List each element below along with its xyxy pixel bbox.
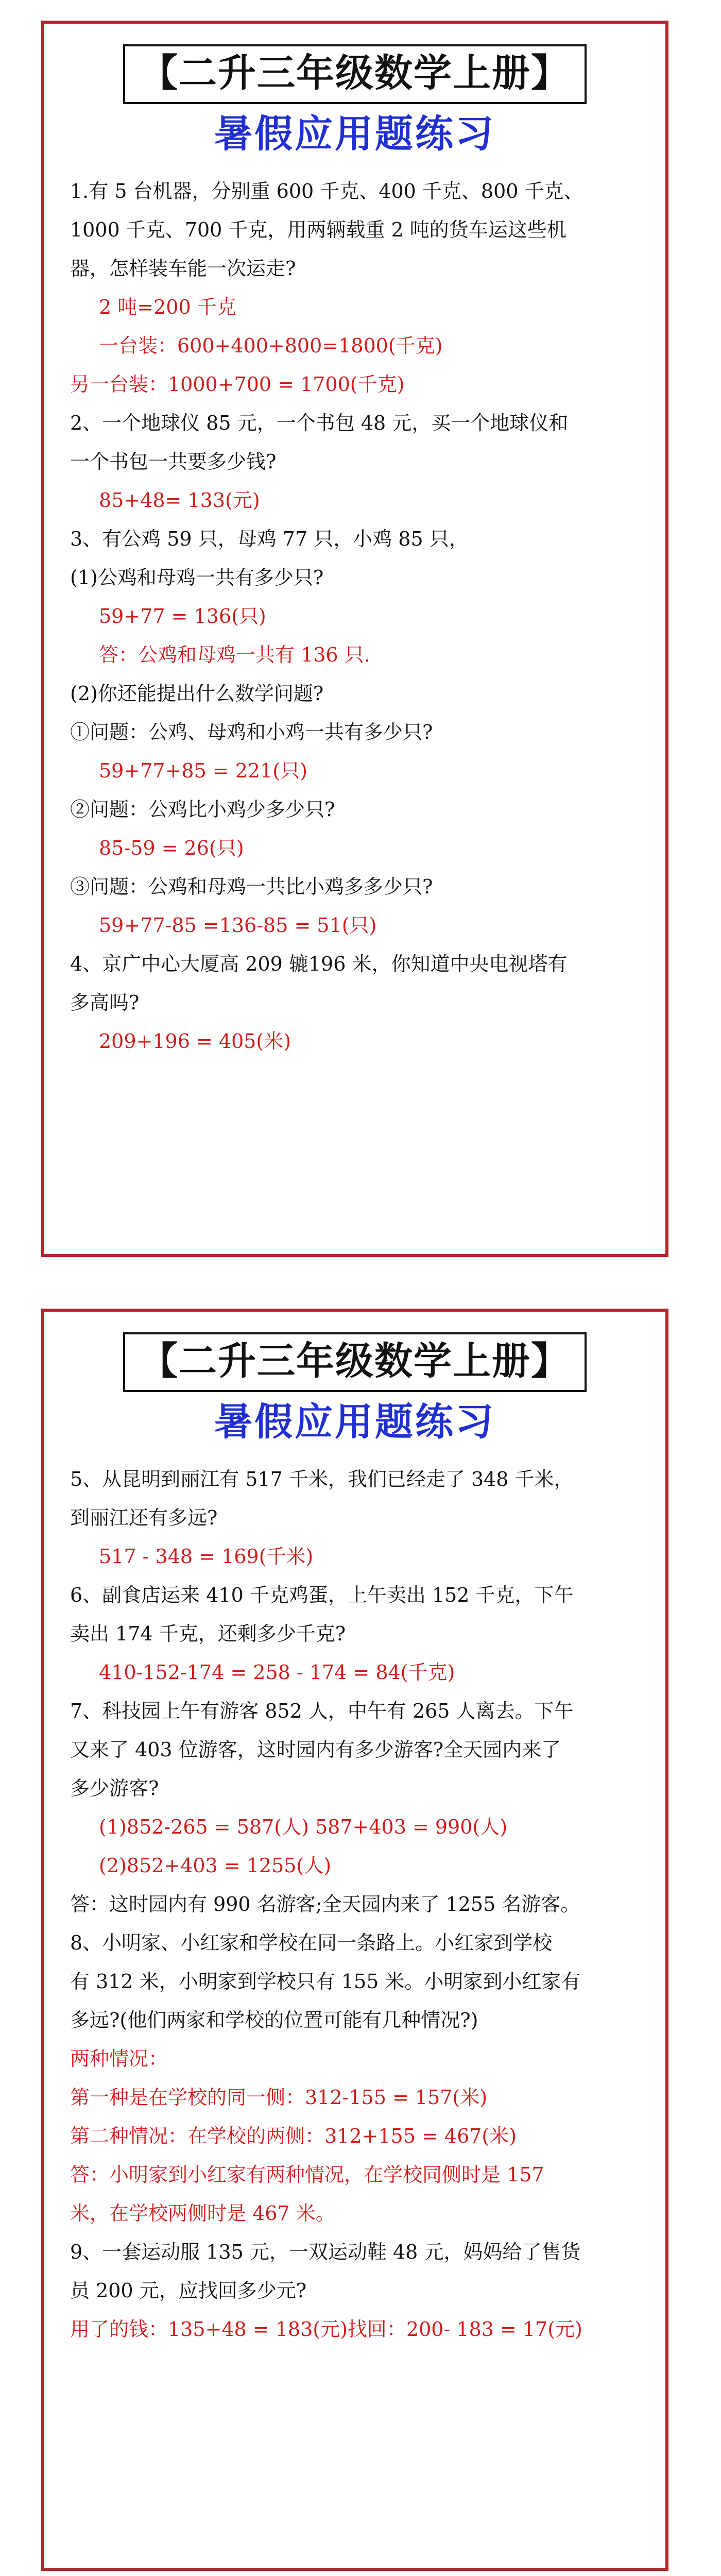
answer-line: 另一台装：1000+700 = 1700(千克): [70, 373, 405, 396]
worksheet-card-1: [41, 21, 668, 1257]
card-content: [44, 159, 665, 1061]
question-line: 9、一套运动服 135 元，一双运动鞋 48 元，妈妈给了售货: [70, 2241, 581, 2263]
card-header: [44, 24, 665, 159]
card-subtitle: 暑假应用题练习: [214, 112, 495, 156]
answer-line: 答：小明家到小红家有两种情况，在学校同侧时是 157: [70, 2163, 544, 2186]
question-line: 8、小明家、小红家和学校在同一条路上。小红家到学校: [70, 1931, 553, 1954]
worksheet-card-2: [41, 1309, 668, 2571]
answer-line: 第二种情况：在学校的两侧：312+155 = 467(米): [70, 2125, 517, 2147]
question-line: 4、京广中心大厦高 209 辘196 米，你知道中央电视塔有: [70, 953, 568, 975]
question-line: 答：这时园内有 990 名游客;全天园内来了 1255 名游客。: [70, 1893, 580, 1916]
answer-line: 用了的钱：135+48 = 183(元)找回：200- 183 = 17(元): [70, 2318, 582, 2341]
question-line: 5、从昆明到丽江有 517 千米，我们已经走了 348 千米，: [70, 1468, 574, 1490]
answer-line: 410-152-174 = 258 - 174 = 84(千克): [99, 1661, 455, 1684]
question-line: ③问题：公鸡和母鸡一共比小鸡多多少只?: [70, 875, 433, 898]
question-line: 有 312 米，小明家到学校只有 155 米。小明家到小红家有: [70, 1970, 581, 1993]
question-line: 2、一个地球仪 85 元，一个书包 48 元，买一个地球仪和: [70, 412, 569, 434]
answer-line: 答：公鸡和母鸡一共有 136 只.: [99, 643, 370, 666]
question-line: 又来了 403 位游客，这时园内有多少游客?全天园内来了: [70, 1738, 561, 1761]
answer-line: 第一种是在学校的同一侧：312-155 = 157(米): [70, 2086, 488, 2109]
answer-line: 59+77-85 =136-85 = 51(只): [99, 914, 377, 937]
answer-line: 米，在学校两侧时是 467 米。: [70, 2202, 335, 2225]
answer-line: (1)852-265 = 587(人) 587+403 = 990(人): [99, 1816, 508, 1838]
question-line: 7、科技园上午有游客 852 人，中午有 265 人离去。下午: [70, 1700, 574, 1722]
card-header: [44, 1312, 665, 1447]
question-line: ①问题：公鸡、母鸡和小鸡一共有多少只?: [70, 721, 433, 743]
question-line: 6、副食店运来 410 千克鸡蛋，上午卖出 152 千克，下午: [70, 1584, 574, 1606]
answer-line: 2 吨=200 千克: [99, 296, 236, 318]
question-line: 一个书包一共要多少钱?: [70, 450, 277, 473]
question-line: (2)你还能提出什么数学问题?: [70, 682, 324, 705]
question-line: 1000 千克、700 千克，用两辆载重 2 吨的货车运这些机: [70, 218, 566, 241]
question-line: 器，怎样装车能一次运走?: [70, 257, 296, 280]
card-subtitle: 暑假应用题练习: [214, 1400, 495, 1444]
question-line: 多少游客?: [70, 1777, 159, 1800]
answer-line: 209+196 = 405(米): [99, 1030, 291, 1053]
question-line: 到丽江还有多远?: [70, 1506, 218, 1529]
card-content: [44, 1447, 665, 2349]
answer-line: 85+48= 133(元): [99, 489, 260, 512]
card-title: 【二升三年级数学上册】: [123, 1332, 587, 1392]
answer-line: 两种情况：: [70, 2047, 168, 2070]
question-line: 多远?(他们两家和学校的位置可能有几种情况?): [70, 2009, 478, 2031]
question-line: 员 200 元，应找回多少元?: [70, 2279, 307, 2302]
answer-line: 85-59 = 26(只): [99, 837, 244, 859]
question-line: 3、有公鸡 59 只，母鸡 77 只，小鸡 85 只，: [70, 528, 469, 550]
answer-line: 517 - 348 = 169(千米): [99, 1545, 314, 1568]
question-line: 1.有 5 台机器，分别重 600 千克、400 千克、800 千克、: [70, 180, 583, 202]
answer-line: 一台装：600+400+800=1800(千克): [99, 334, 443, 357]
question-line: (1)公鸡和母鸡一共有多少只?: [70, 566, 324, 589]
answer-line: 59+77 = 136(只): [99, 605, 266, 628]
question-line: ②问题：公鸡比小鸡少多少只?: [70, 798, 335, 821]
card-title: 【二升三年级数学上册】: [123, 44, 587, 104]
answer-line: 59+77+85 = 221(只): [99, 759, 307, 782]
question-line: 卖出 174 千克，还剩多少千克?: [70, 1622, 346, 1645]
question-line: 多高吗?: [70, 991, 140, 1014]
answer-line: (2)852+403 = 1255(人): [99, 1854, 332, 1877]
